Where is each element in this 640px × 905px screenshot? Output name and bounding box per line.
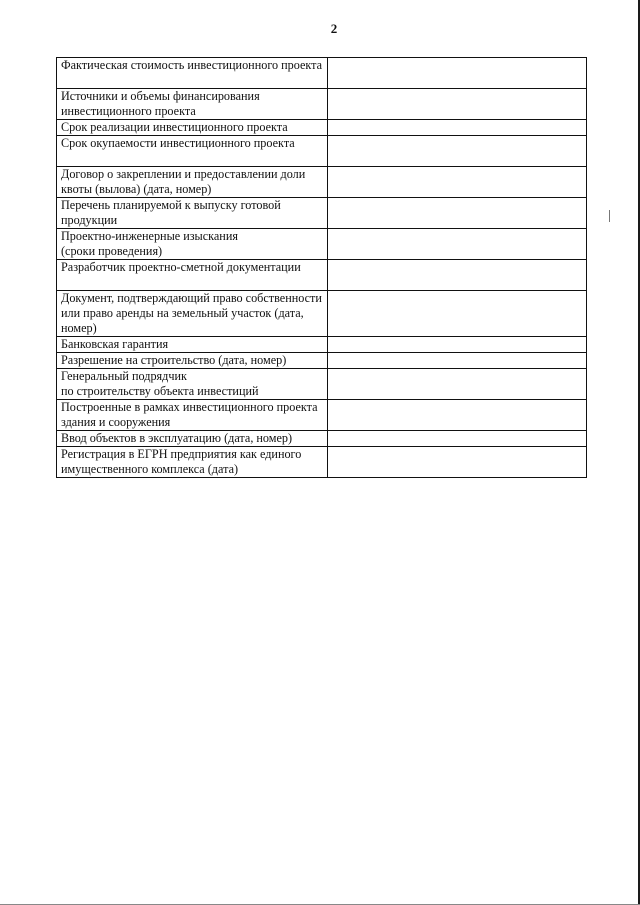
row-label: Ввод объектов в эксплуатацию (дата, номер) bbox=[57, 431, 328, 447]
row-label: Перечень планируемой к выпуску готовой продукции bbox=[57, 198, 328, 229]
row-value[interactable] bbox=[328, 58, 587, 89]
row-value[interactable] bbox=[328, 369, 587, 400]
table-row bbox=[57, 447, 587, 478]
row-label: Источники и объемы финансирования инвестиционного проекта bbox=[57, 89, 328, 120]
table-row bbox=[57, 353, 587, 369]
row-label: Фактическая стоимость инвестиционного проекта bbox=[57, 58, 328, 89]
row-label: Срок реализации инвестиционного проекта bbox=[57, 120, 328, 136]
row-value[interactable] bbox=[328, 120, 587, 136]
row-value[interactable] bbox=[328, 431, 587, 447]
row-label: Разрешение на строительство (дата, номер) bbox=[57, 353, 328, 369]
row-value[interactable] bbox=[328, 229, 587, 260]
table-row bbox=[57, 120, 587, 136]
row-value[interactable] bbox=[328, 447, 587, 478]
table-row bbox=[57, 431, 587, 447]
page-number: 2 bbox=[330, 21, 338, 36]
table-row bbox=[57, 291, 587, 337]
table-row bbox=[57, 167, 587, 198]
row-label: Проектно-инженерные изыскания (сроки проведения) bbox=[57, 229, 328, 260]
project-info-table bbox=[56, 57, 587, 478]
row-label: Регистрация в ЕГРН предприятия как единого имущественного комплекса (дата) bbox=[57, 447, 328, 478]
scan-mark bbox=[609, 210, 610, 222]
row-value[interactable] bbox=[328, 291, 587, 337]
row-label: Построенные в рамках инвестиционного проекта здания и сооружения bbox=[57, 400, 328, 431]
table-row bbox=[57, 136, 587, 167]
row-value[interactable] bbox=[328, 337, 587, 353]
row-label: Банковская гарантия bbox=[57, 337, 328, 353]
row-label: Генеральный подрядчик по строительству объекта инвестиций bbox=[57, 369, 328, 400]
table-row bbox=[57, 58, 587, 89]
row-value[interactable] bbox=[328, 89, 587, 120]
row-label: Договор о закреплении и предоставлении доли квоты (вылова) (дата, номер) bbox=[57, 167, 328, 198]
row-value[interactable] bbox=[328, 260, 587, 291]
table-row bbox=[57, 229, 587, 260]
row-value[interactable] bbox=[328, 400, 587, 431]
table-row bbox=[57, 400, 587, 431]
table-row bbox=[57, 369, 587, 400]
row-value[interactable] bbox=[328, 167, 587, 198]
table-row bbox=[57, 260, 587, 291]
row-label: Разработчик проектно-сметной документации bbox=[57, 260, 328, 291]
row-value[interactable] bbox=[328, 136, 587, 167]
row-label: Срок окупаемости инвестиционного проекта bbox=[57, 136, 328, 167]
table-row bbox=[57, 337, 587, 353]
row-label: Документ, подтверждающий право собственности или право аренды на земельный участок (дата, номер) bbox=[57, 291, 328, 337]
row-value[interactable] bbox=[328, 198, 587, 229]
table-row bbox=[57, 89, 587, 120]
row-value[interactable] bbox=[328, 353, 587, 369]
table-row bbox=[57, 198, 587, 229]
